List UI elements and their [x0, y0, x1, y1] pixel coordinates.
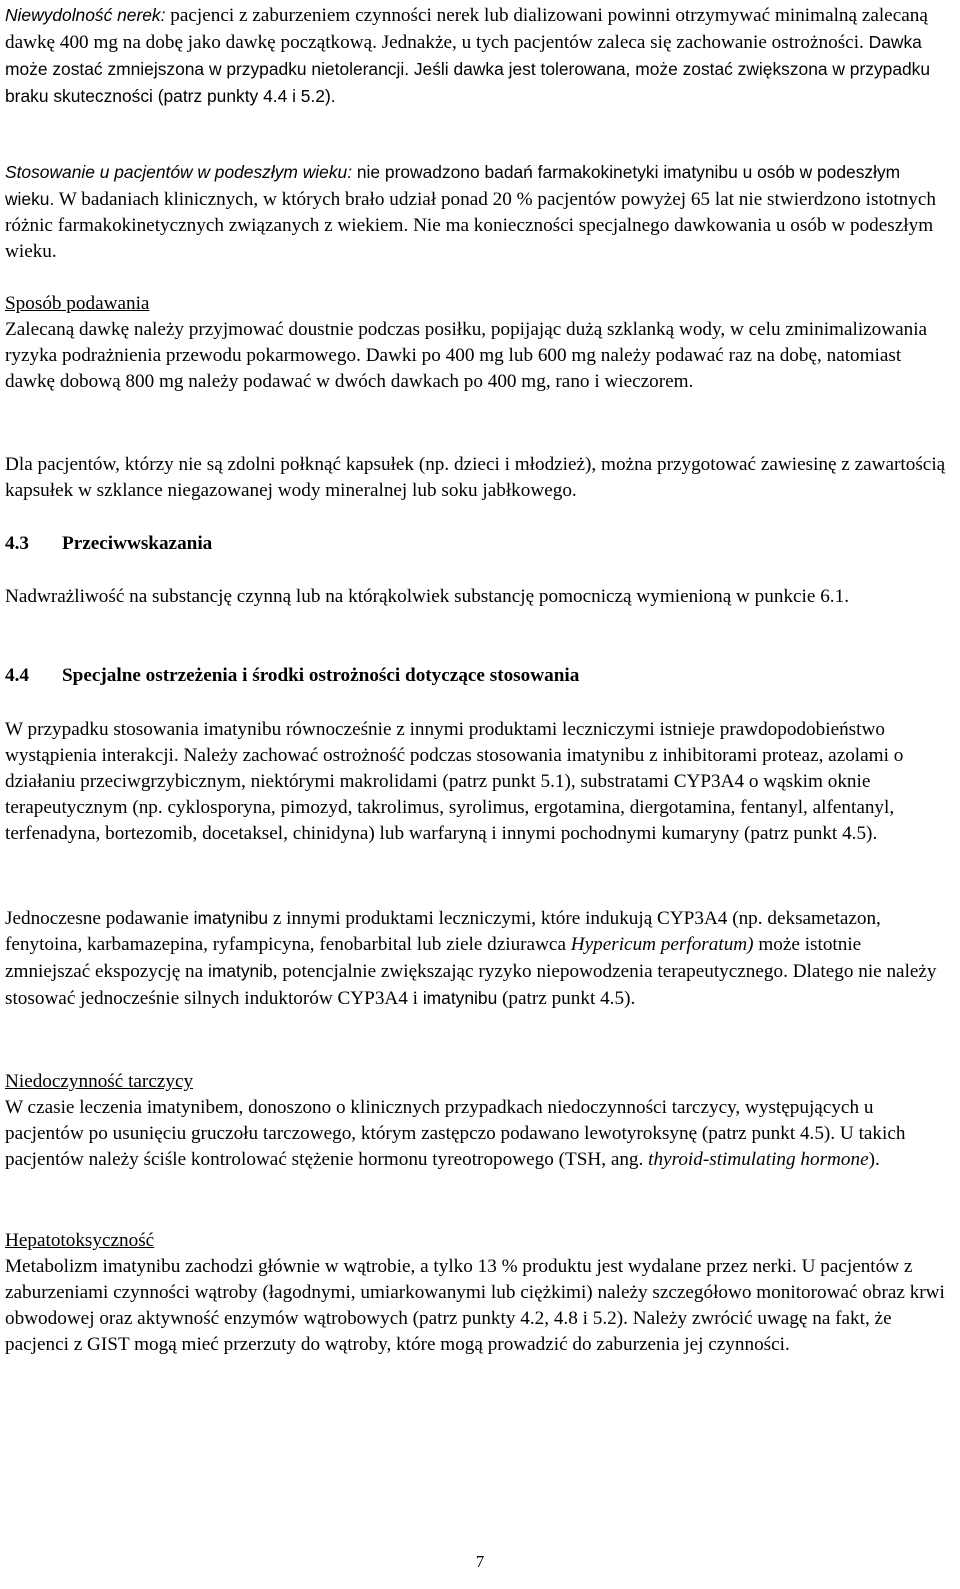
- hypothyroidism-text: W czasie leczenia imatynibem, donoszono o klinicznych przypadkach niedoczynności tarczycy, występujących u pacjentów po usunięciu gruczołu tarczowego, którym zastępczo podawano lewotyroksynę (patrz punkt 4.5). U takich pacjentów należy ściśle kontrolować stężenie hormonu tyreotropowego (TSH, ang. thyroid-stimulating hormone).: [5, 1097, 906, 1170]
- elderly-paragraph: Stosowanie u pacjentów w podeszłym wieku: nie prowadzono badań farmakokinetyki imatynibu u osób w podeszłym wieku. W badaniach klinicznych, w których brało udział ponad 20 % pacjentów powyżej 65 lat nie stwierdzono istotnych różnic farmakokinetycznych związanych z wiekiem. Nie ma konieczności specjalnego dawkowania u osób w podeszłym wieku.: [5, 162, 936, 262]
- page-number: 7: [475, 1552, 485, 1571]
- administration-section: [5, 291, 950, 395]
- capsule-paragraph: Dla pacjentów, którzy nie są zdolni połknąć kapsułek (np. dzieci i młodzież), można przygotować zawiesinę z zawartością kapsułek w szklance niegazowanej wody mineralnej lub soku jabłkowego.: [5, 454, 946, 501]
- cyp3a4-inducers-paragraph: Jednoczesne podawanie imatynibu z innymi produktami leczniczymi, które indukują CYP3A4 (np. deksametazon, fenytoina, karbamazepina, ryfampicyna, fenobarbital lub ziele dziurawca Hypericum perforatum) może istotnie zmniejszać ekspozycję na imatynib, potencjalnie zwiększając ryzyko niepowodzenia terapeutycznego. Dlatego nie należy stosować jednocześnie silnych induktorów CYP3A4 i imatynibu (patrz punkt 4.5).: [5, 908, 937, 1009]
- renal-impairment-label: Niewydolność nerek:: [5, 5, 166, 25]
- hepatotoxicity-heading: Hepatotoksyczność: [5, 1230, 155, 1251]
- interactions-paragraph: W przypadku stosowania imatynibu równocześnie z innymi produktami leczniczymi istnieje prawdopodobieństwo wystąpienia interakcji. Należy zachować ostrożność podczas stosowania imatynibu z inhibitorami proteaz, azolami o działaniu przeciwgrzybicznym, niektórymi makrolidami (patrz punkt 5.1), substratami CYP3A4 o wąskim oknie terapeutycznym (np. cyklosporyna, pimozyd, takrolimus, syrolimus, ergotamina, diergotamina, fentanyl, alfentanyl, terfenadyna, bortezomib, docetaksel, chinidyna) lub warfaryną i innymi pochodnymi kumaryny (patrz punkt 4.5).: [5, 719, 904, 844]
- contraindications-text: Nadwrażliwość na substancję czynną lub na którąkolwiek substancję pomocniczą wymienioną w punkcie 6.1.: [5, 586, 849, 607]
- hypothyroidism-heading: Niedoczynność tarczycy: [5, 1071, 194, 1092]
- elderly-label: Stosowanie u pacjentów w podeszłym wieku:: [5, 162, 353, 182]
- administration-text: Zalecaną dawkę należy przyjmować doustnie podczas posiłku, popijając dużą szklanką wody, w celu zminimalizowania ryzyka podrażnienia przewodu pokarmowego. Dawki po 400 mg lub 600 mg należy podawać raz na dobę, natomiast dawkę dobową 800 mg należy podawać w dwóch dawkach po 400 mg, rano i wieczorem.: [5, 319, 928, 392]
- section-4-4-heading: 4.4 Specjalne ostrzeżenia i środki ostrożności dotyczące stosowania: [5, 665, 580, 686]
- hepatotoxicity-section: [5, 1228, 950, 1358]
- renal-impairment-paragraph: Niewydolność nerek: pacjenci z zaburzeniem czynności nerek lub dializowani powinni otrzymywać minimalną zalecaną dawkę 400 mg na dobę jako dawkę początkową. Jednakże, u tych pacjentów zaleca się zachowanie ostrożności. Dawka może zostać zmniejszona w przypadku nietolerancji. Jeśli dawka jest tolerowana, może zostać zwiększona w przypadku braku skuteczności (patrz punkty 4.4 i 5.2).: [5, 5, 931, 106]
- hypothyroidism-section: [5, 1069, 950, 1173]
- administration-heading: Sposób podawania: [5, 293, 150, 314]
- section-4-3-heading: 4.3 Przeciwwskazania: [5, 533, 213, 554]
- hepatotoxicity-text: Metabolizm imatynibu zachodzi głównie w wątrobie, a tylko 13 % produktu jest wydalane przez nerki. U pacjentów z zaburzeniami czynności wątroby (łagodnymi, umiarkowanymi lub ciężkimi) należy szczegółowo monitorować obraz krwi obwodowej oraz aktywność enzymów wątrobowych (patrz punkty 4.2, 4.8 i 5.2). Należy zwrócić uwagę na fakt, że pacjenci z GIST mogą mieć przerzuty do wątroby, które mogą prowadzić do zaburzenia jej czynności.: [5, 1256, 945, 1355]
